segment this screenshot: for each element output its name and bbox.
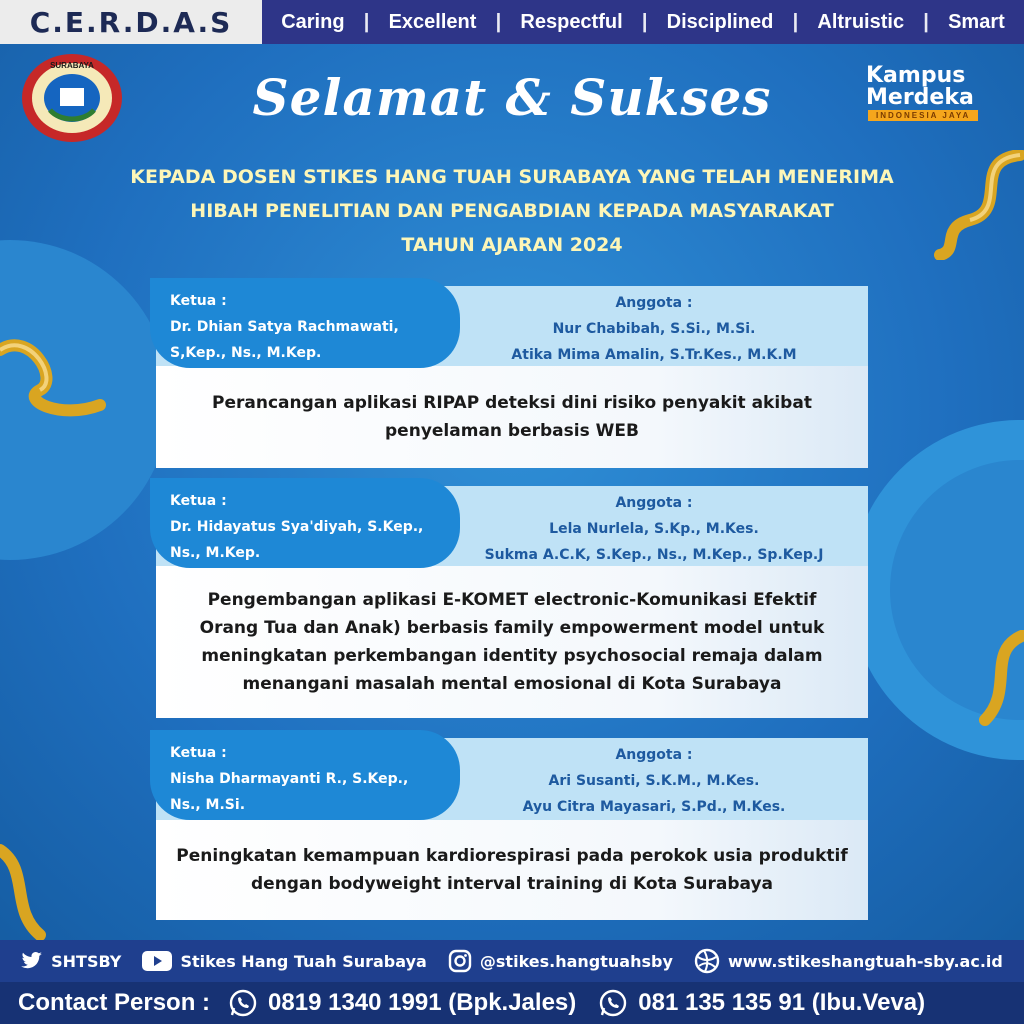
contact-phone-2[interactable] — [598, 988, 925, 1018]
page-title: Selamat & Sukses — [252, 68, 772, 127]
research-title-line: dengan bodyweight interval training di Kota Surabaya — [251, 874, 773, 894]
card-body — [156, 366, 868, 468]
contact-phone-1[interactable] — [228, 988, 576, 1018]
research-title-line: meningkatan perkembangan identity psychosocial remaja dalam — [201, 646, 823, 666]
youtube-channel: Stikes Hang Tuah Surabaya — [180, 951, 427, 971]
grant-card-1 — [156, 286, 868, 468]
phone-number: 081 135 135 91 (Ibu.Veva) — [638, 989, 926, 1016]
ribbon-left-bottom-icon — [0, 840, 50, 940]
values-bar — [0, 0, 1024, 44]
anggota-label: Anggota : — [615, 495, 693, 511]
value-excellent: Excellent — [388, 10, 477, 33]
separator: | — [495, 10, 502, 33]
twitter-link[interactable] — [21, 952, 121, 971]
values-list — [262, 0, 1024, 44]
ketua-name-line: Ns., M.Kep. — [170, 545, 261, 561]
research-title-line: Peningkatan kemampuan kardiorespirasi pada perokok usia produktif — [176, 846, 848, 866]
research-title-line: menangani masalah mental emosional di Kota Surabaya — [242, 674, 782, 694]
ketua-label: Ketua : — [170, 293, 227, 309]
ketua-label: Ketua : — [170, 493, 227, 509]
anggota-block — [456, 742, 852, 820]
separator: | — [363, 10, 370, 33]
research-title-line: Orang Tua dan Anak) berbasis family empowerment model untuk — [199, 618, 825, 638]
ribbon-right-mid-icon — [975, 630, 1024, 730]
value-respectful: Respectful — [520, 10, 623, 33]
value-altruistic: Altruistic — [817, 10, 905, 33]
anggota-member: Ari Susanti, S.K.M., M.Kes. — [548, 773, 760, 789]
ketua-name-line: Dr. Hidayatus Sya'diyah, S.Kep., — [170, 519, 424, 535]
social-bar — [0, 940, 1024, 982]
subtitle-line-2: HIBAH PENELITIAN DAN PENGABDIAN KEPADA MASYARAKAT — [190, 200, 834, 222]
website-url: www.stikeshangtuah-sby.ac.id — [728, 951, 1003, 971]
anggota-member: Atika Mima Amalin, S.Tr.Kes., M.K.M — [511, 347, 797, 363]
whatsapp-icon — [598, 988, 628, 1018]
phone-number: 0819 1340 1991 (Bpk.Jales) — [268, 989, 577, 1016]
merdeka-word: Merdeka — [866, 85, 974, 110]
instagram-icon — [448, 949, 472, 973]
anggota-label: Anggota : — [615, 747, 693, 763]
value-smart: Smart — [948, 10, 1005, 33]
kampus-word: Kampus — [866, 63, 966, 88]
youtube-icon — [142, 951, 172, 971]
ketua-name-line: Nisha Dharmayanti R., S.Kep., — [170, 771, 409, 787]
anggota-member: Nur Chabibah, S.Si., M.Si. — [552, 321, 756, 337]
grant-card-2 — [156, 486, 868, 718]
anggota-label: Anggota : — [615, 295, 693, 311]
subtitle-line-1: KEPADA DOSEN STIKES HANG TUAH SURABAYA YANG TELAH MENERIMA — [130, 166, 894, 188]
anggota-member: Sukma A.C.K, S.Kep., Ns., M.Kep., Sp.Kep.J — [484, 547, 824, 563]
globe-icon — [694, 948, 720, 974]
anggota-member: Ayu Citra Mayasari, S.Pd., M.Kes. — [522, 799, 786, 815]
ketua-badge — [150, 730, 460, 820]
instagram-link[interactable] — [448, 949, 673, 973]
twitter-icon — [21, 952, 43, 970]
value-disciplined: Disciplined — [666, 10, 774, 33]
ketua-badge — [150, 478, 460, 568]
contact-label: Contact Person : — [18, 989, 211, 1016]
ketua-name-line: S,Kep., Ns., M.Kep. — [170, 345, 322, 361]
anggota-member: Lela Nurlela, S.Kp., M.Kes. — [549, 521, 759, 537]
research-title-line: penyelaman berbasis WEB — [385, 421, 639, 441]
anggota-block — [456, 290, 852, 368]
grant-card-3 — [156, 738, 868, 920]
research-title-line: Pengembangan aplikasi E-KOMET electronic-Komunikasi Efektif — [207, 590, 817, 610]
separator: | — [923, 10, 929, 33]
contact-bar — [0, 982, 1024, 1024]
ketua-badge — [150, 278, 460, 368]
ribbon-left-icon — [0, 330, 110, 420]
twitter-handle: SHTSBY — [51, 951, 122, 971]
youtube-link[interactable] — [142, 951, 426, 971]
subtitle — [60, 160, 964, 262]
logo-text: SURABAYA — [50, 61, 94, 70]
card-body — [156, 820, 868, 920]
subtitle-line-3: TAHUN AJARAN 2024 — [401, 234, 623, 256]
cerdas-brand: C.E.R.D.A.S — [0, 0, 262, 44]
ketua-name-line: Dr. Dhian Satya Rachmawati, — [170, 319, 399, 335]
ketua-label: Ketua : — [170, 745, 227, 761]
card-body — [156, 566, 868, 718]
instagram-handle: @stikes.hangtuahsby — [479, 951, 673, 971]
ketua-name-line: Ns., M.Si. — [170, 797, 246, 813]
indonesia-jaya-tag: INDONESIA JAYA — [868, 110, 978, 121]
website-link[interactable] — [694, 948, 1003, 974]
separator: | — [641, 10, 648, 33]
whatsapp-icon — [228, 988, 258, 1018]
anggota-block — [456, 490, 852, 568]
separator: | — [792, 10, 799, 33]
value-caring: Caring — [281, 10, 345, 33]
research-title-line: Perancangan aplikasi RIPAP deteksi dini risiko penyakit akibat — [212, 393, 812, 413]
